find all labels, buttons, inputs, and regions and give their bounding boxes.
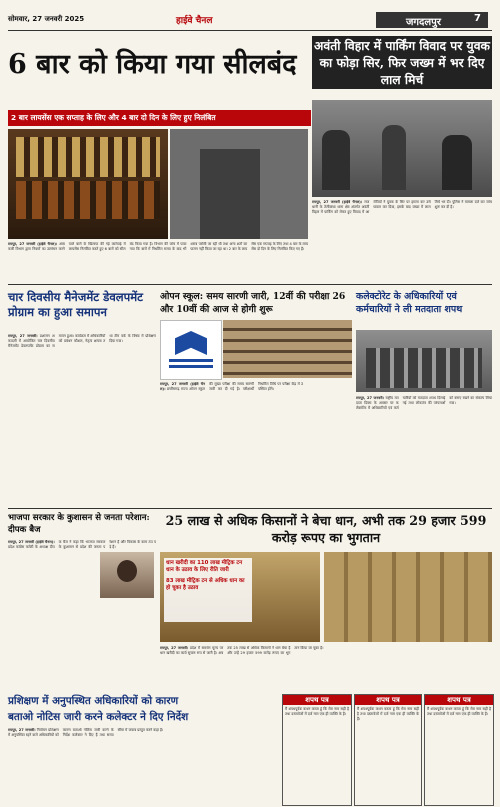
affidavit-column-3 [424,694,494,806]
dateline: रायपुर, 27 जनवरी। [8,728,36,732]
highlight-box [164,558,252,622]
story-deepak-baij [8,512,156,694]
dateline: रायपुर, 27 जनवरी। [356,396,384,400]
body-text: आबकारी विभाग द्वारा नियमों का उल्लंघन करने वाले बारों के खिलाफ की गई कार्रवाई में लायसेंस निलंबित करते हुए 6 बारों को सीलबंद किया गया है। विभाग की जांच में पाया गया कि बारों में निर्धारित समय के बाद भी शराब परोसी जा रही थी तथा अन्य शर्तों का पालन नहीं किया जा रहा था। 2 बार के लायसेंस एक सप्ताह के लिए तथा 4 बार के लायसेंस दो दिन के लिए निलंबित किए गए हैं। [8,242,308,252]
story-paddy-procurement [160,512,492,694]
rice-sacks-photo [324,552,492,642]
story-sealed-bars [8,36,308,281]
highlight-line-1: धान खरीदी का 110 लाख मीट्रिक टन धान के उठाव के लिए रीति जारी [166,560,243,574]
affidavit-title: शपथ पत्र [355,695,421,705]
article-body [356,396,492,504]
section-rule [8,284,492,285]
body-text: छत्तीसगढ़ राज्य ओपन स्कूल की मुख्य परीक्षा की समय सारणी जारी कर दी गई है। परीक्षार्थी निर्धारित तिथि पर परीक्षा केंद्र में उपस्थित होंगे। [167,382,303,392]
affidavit-title: शपथ पत्र [283,695,351,705]
bar-sealing-photo [170,129,308,239]
body-text: प्रदेश कांग्रेस कमेटी के अध्यक्ष दीपक बैज ने कहा कि भाजपा सरकार के कुशासन से प्रदेश की जनता परेशान है और विकास के काम ठप पड़े हैं। [8,540,156,550]
story-parking-dispute [312,36,492,281]
body-text: निर्वाचन प्रशिक्षण में अनुपस्थित रहने वाले अधिकारियों को कारण बताओ नोटिस जारी करने के निर्देश कलेक्टर ने दिए हैं तथा समय सीमा में जवाब प्रस्तुत करने कहा है। [8,728,164,738]
city-banner [376,12,488,28]
headline-line-1: प्रशिक्षण में अनुपस्थित अधिकारियों को कारण [8,695,179,707]
city-name: जगदलपुर [406,17,441,28]
dateline: रायपुर, 27 जनवरी (हाईवे चैनल)। [160,382,205,392]
affidavit-column-1 [282,694,352,806]
brand-name: हाईवे चैनल [176,16,213,26]
headline: अवंती विहार में पार्किंग विवाद पर युवक का फोड़ा सिर, फिर जख्म में भर दिए लाल मिर्च [312,36,492,89]
subheadline: 2 बार लायसेंस एक सप्ताह के लिए और 4 बार दो दिन के लिए हुए निलंबित [8,110,311,126]
headline: भाजपा सरकार के कुशासन से जनता परेशान: दीपक बैज [8,513,150,535]
article-body [8,540,156,692]
affidavit-column-2 [354,694,422,806]
paddy-procurement-photo [160,552,320,642]
oath-ceremony-photo [356,330,492,392]
headline: ओपन स्कूल: समय सारणी जारी, 12वीं की परीक्षा 26 और 10वीं की आज से होगी शुरू [160,291,346,315]
page-number: 7 [474,13,481,24]
article-body [8,334,156,504]
headline: कलेक्टोरेट के अधिकारियों एवं कर्मचारियों ने ली मतदाता शपथ [356,291,463,315]
headline-line-2: बताओ नोटिस जारी करने कलेक्टर ने दिए निर्देश [8,711,189,723]
dateline: रायपुर, 27 जनवरी। [160,646,189,650]
section-rule [8,508,492,509]
story-training-notice [8,694,278,804]
exam-hall-photo [223,320,352,378]
story-voter-oath [356,290,492,505]
headline: 6 बार को किया गया सीलबंद [8,49,297,80]
dateline: रायपुर, 27 जनवरी (हाईवे चैनल)। [8,242,58,246]
highlight-line-2: 83 लाख मीट्रिक टन से अधिक धान का हो चुका है उठाव [166,577,245,592]
article-body [160,382,352,504]
headline: चार दिवसीय मैनेजमेंट डेवलपमेंट प्रोग्राम का हुआ समापन [8,290,144,319]
affidavit-title: शपथ पत्र [425,695,493,705]
story-open-school [160,290,352,505]
book-icon [175,331,207,355]
body-text: प्रदेश में समर्थन मूल्य पर धान खरीदी का कार्य सुचारु रूप से जारी है। अब तक 25 लाख से अधिक किसानों ने धान बेचा है और उन्हें 29 हजार 599 करोड़ रूपए का भुगतान किया जा चुका है। [160,646,324,656]
affidavit-body: मैं शपथपूर्वक कथन करता हूं कि मेरा नाम सही है तथा दस्तावेजों में दर्ज नाम एक ही व्यक्ति के हैं। [285,707,349,717]
header-rule [8,30,492,31]
body-text: राष्ट्रीय मतदाता दिवस के अवसर पर कलेक्टोरेट में अधिकारियों एवं कर्मचारियों को मतदाता शपथ दिलाई गई तथा लोकतंत्र की परंपराओं को बनाए रखने का संकल्प लिया गया। [356,396,492,411]
article-body [8,242,308,280]
dateline: रायपुर, 27 जनवरी। [8,334,38,338]
masthead [0,0,500,32]
article-body [160,646,492,692]
article-body [8,728,278,802]
body-text: राजधानी के तेलीबांधा थाना क्षेत्र अंतर्गत अवंती विहार में पार्किंग को लेकर हुए विवाद में आरोपियों ने युवक के सिर पर हमला कर उसे घायल कर दिया, इसके बाद जख्म में लाल मिर्च भर दी। पुलिस ने मामला दर्ज कर जांच शुरू कर दी है। [312,200,492,215]
affidavit-body: मैं शपथपूर्वक कथन करता हूं कि मेरा नाम सही है तथा दस्तावेजों में दर्ज नाम एक ही व्यक्ति के हैं। [357,707,419,722]
dateline: रायपुर, 27 जनवरी (हाईवे चैनल)। [312,200,363,204]
article-body [312,200,492,280]
affidavit-body: मैं शपथपूर्वक कथन करता हूं कि मेरा नाम सही है तथा दस्तावेजों में दर्ज नाम एक ही व्यक्ति के हैं। [427,707,491,717]
liquor-bar-photo [8,129,168,239]
dateline: रायपुर, 27 जनवरी (हाईवे चैनल)। [8,540,55,544]
headline: 25 लाख से अधिक किसानों ने बेचा धान, अभी तक 29 हजार 599 करोड़ रूपए का भुगतान [165,513,487,545]
story-management-program [8,290,156,505]
crime-scene-photo [312,100,492,197]
open-school-logo [160,320,222,380]
body-text: प्रशासन अकादमी में आयोजित चार दिवसीय मैनेजमेंट डेवलपमेंट प्रोग्राम का समापन हुआ। कार्यक्रम में अधिकारियों को प्रबंधन कौशल, नेतृत्व क्षमता तथा टीम वर्क के विषय में प्रशिक्षण दिया गया। [8,334,156,349]
issue-date: सोमवार, 27 जनवरी 2025 [8,15,85,23]
